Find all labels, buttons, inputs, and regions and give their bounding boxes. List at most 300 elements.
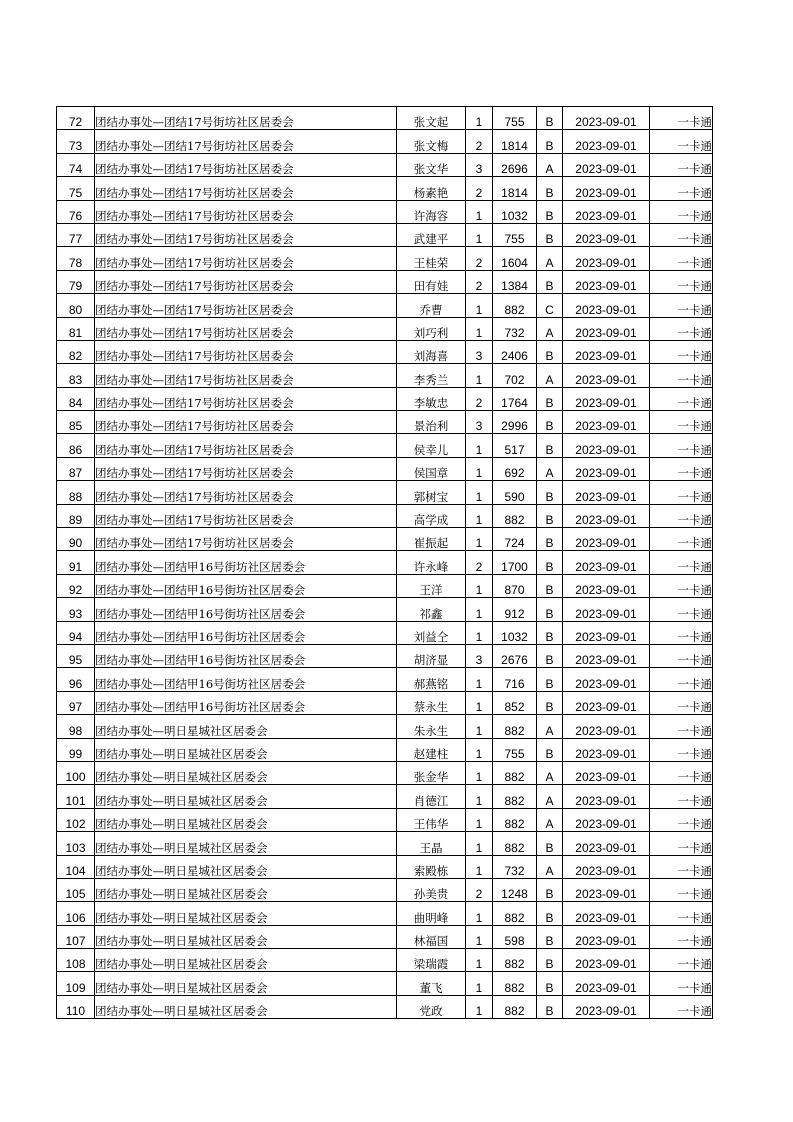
- date-cell: 2023-09-01: [563, 761, 650, 784]
- table-row: [57, 130, 713, 153]
- date-cell: 2023-09-01: [563, 738, 650, 761]
- unit-name-cell: 团结办事处—团结17号街坊社区居委会: [95, 200, 397, 223]
- payment-method-cell: 一卡通: [650, 925, 713, 948]
- date-cell: 2023-09-01: [563, 387, 650, 410]
- amount-cell: 1604: [493, 247, 537, 270]
- payment-method-cell: 一卡通: [650, 317, 713, 340]
- payment-method-cell: 一卡通: [650, 411, 713, 434]
- grade-cell: A: [537, 247, 563, 270]
- household-count-cell: 3: [466, 153, 493, 176]
- payment-method-cell: 一卡通: [650, 855, 713, 878]
- payment-method-cell: 一卡通: [650, 270, 713, 293]
- date-cell: 2023-09-01: [563, 270, 650, 293]
- table-row: [57, 551, 713, 574]
- grade-cell: B: [537, 925, 563, 948]
- person-name-cell: 党政: [397, 995, 466, 1018]
- household-count-cell: 1: [466, 785, 493, 808]
- grade-cell: B: [537, 668, 563, 691]
- unit-name-cell: 团结办事处—明日星城社区居委会: [95, 878, 397, 901]
- person-name-cell: 索殿栋: [397, 855, 466, 878]
- payment-method-cell: 一卡通: [650, 457, 713, 480]
- payment-method-cell: 一卡通: [650, 691, 713, 714]
- amount-cell: 732: [493, 317, 537, 340]
- unit-name-cell: 团结办事处—明日星城社区居委会: [95, 995, 397, 1018]
- date-cell: 2023-09-01: [563, 832, 650, 855]
- grade-cell: B: [537, 107, 563, 130]
- grade-cell: B: [537, 223, 563, 246]
- unit-name-cell: 团结办事处—团结17号街坊社区居委会: [95, 317, 397, 340]
- date-cell: 2023-09-01: [563, 925, 650, 948]
- table-row: [57, 387, 713, 410]
- row-number-cell: 96: [57, 668, 95, 691]
- household-count-cell: 1: [466, 949, 493, 972]
- row-number-cell: 72: [57, 107, 95, 130]
- unit-name-cell: 团结办事处—团结17号街坊社区居委会: [95, 387, 397, 410]
- unit-name-cell: 团结办事处—明日星城社区居委会: [95, 902, 397, 925]
- grade-cell: C: [537, 294, 563, 317]
- person-name-cell: 曲明峰: [397, 902, 466, 925]
- person-name-cell: 祁鑫: [397, 598, 466, 621]
- row-number-cell: 106: [57, 902, 95, 925]
- amount-cell: 882: [493, 995, 537, 1018]
- household-count-cell: 2: [466, 551, 493, 574]
- table-row: [57, 177, 713, 200]
- grade-cell: B: [537, 621, 563, 644]
- unit-name-cell: 团结办事处—团结甲16号街坊社区居委会: [95, 574, 397, 597]
- amount-cell: 882: [493, 832, 537, 855]
- date-cell: 2023-09-01: [563, 200, 650, 223]
- person-name-cell: 郭树宝: [397, 481, 466, 504]
- table-row: [57, 200, 713, 223]
- amount-cell: 1032: [493, 621, 537, 644]
- person-name-cell: 林福国: [397, 925, 466, 948]
- payment-method-cell: 一卡通: [650, 949, 713, 972]
- amount-cell: 852: [493, 691, 537, 714]
- table-row: [57, 738, 713, 761]
- grade-cell: B: [537, 177, 563, 200]
- row-number-cell: 79: [57, 270, 95, 293]
- payment-method-cell: 一卡通: [650, 761, 713, 784]
- row-number-cell: 77: [57, 223, 95, 246]
- person-name-cell: 董飞: [397, 972, 466, 995]
- table-row: [57, 434, 713, 457]
- person-name-cell: 杨素艳: [397, 177, 466, 200]
- unit-name-cell: 团结办事处—团结17号街坊社区居委会: [95, 481, 397, 504]
- amount-cell: 1814: [493, 177, 537, 200]
- payment-method-cell: 一卡通: [650, 598, 713, 621]
- unit-name-cell: 团结办事处—团结甲16号街坊社区居委会: [95, 644, 397, 667]
- person-name-cell: 田有娃: [397, 270, 466, 293]
- grade-cell: B: [537, 832, 563, 855]
- unit-name-cell: 团结办事处—明日星城社区居委会: [95, 832, 397, 855]
- payment-method-cell: 一卡通: [650, 340, 713, 363]
- date-cell: 2023-09-01: [563, 902, 650, 925]
- amount-cell: 2996: [493, 411, 537, 434]
- unit-name-cell: 团结办事处—团结17号街坊社区居委会: [95, 270, 397, 293]
- date-cell: 2023-09-01: [563, 223, 650, 246]
- row-number-cell: 90: [57, 528, 95, 551]
- table-row: [57, 832, 713, 855]
- table-row: [57, 995, 713, 1018]
- payment-method-cell: 一卡通: [650, 832, 713, 855]
- row-number-cell: 82: [57, 340, 95, 363]
- household-count-cell: 1: [466, 668, 493, 691]
- household-count-cell: 1: [466, 481, 493, 504]
- person-name-cell: 赵建柱: [397, 738, 466, 761]
- person-name-cell: 侯国章: [397, 457, 466, 480]
- amount-cell: 2696: [493, 153, 537, 176]
- table-row: [57, 808, 713, 831]
- date-cell: 2023-09-01: [563, 668, 650, 691]
- date-cell: 2023-09-01: [563, 481, 650, 504]
- amount-cell: 882: [493, 949, 537, 972]
- household-count-cell: 2: [466, 387, 493, 410]
- unit-name-cell: 团结办事处—团结17号街坊社区居委会: [95, 528, 397, 551]
- grade-cell: A: [537, 785, 563, 808]
- amount-cell: 882: [493, 972, 537, 995]
- household-count-cell: 2: [466, 270, 493, 293]
- date-cell: 2023-09-01: [563, 528, 650, 551]
- person-name-cell: 李敏忠: [397, 387, 466, 410]
- unit-name-cell: 团结办事处—团结17号街坊社区居委会: [95, 434, 397, 457]
- payment-method-cell: 一卡通: [650, 785, 713, 808]
- payment-method-cell: 一卡通: [650, 294, 713, 317]
- table-row: [57, 691, 713, 714]
- row-number-cell: 97: [57, 691, 95, 714]
- payment-method-cell: 一卡通: [650, 621, 713, 644]
- date-cell: 2023-09-01: [563, 177, 650, 200]
- table-row: [57, 528, 713, 551]
- household-count-cell: 1: [466, 738, 493, 761]
- payment-method-cell: 一卡通: [650, 715, 713, 738]
- person-name-cell: 崔振起: [397, 528, 466, 551]
- amount-cell: 1032: [493, 200, 537, 223]
- household-count-cell: 2: [466, 878, 493, 901]
- table-row: [57, 153, 713, 176]
- payment-method-cell: 一卡通: [650, 387, 713, 410]
- household-count-cell: 1: [466, 223, 493, 246]
- unit-name-cell: 团结办事处—明日星城社区居委会: [95, 761, 397, 784]
- household-count-cell: 1: [466, 200, 493, 223]
- grade-cell: B: [537, 340, 563, 363]
- grade-cell: B: [537, 528, 563, 551]
- payment-method-cell: 一卡通: [650, 247, 713, 270]
- grade-cell: B: [537, 387, 563, 410]
- row-number-cell: 108: [57, 949, 95, 972]
- date-cell: 2023-09-01: [563, 995, 650, 1018]
- payment-method-cell: 一卡通: [650, 902, 713, 925]
- amount-cell: 1248: [493, 878, 537, 901]
- grade-cell: A: [537, 855, 563, 878]
- grade-cell: B: [537, 878, 563, 901]
- row-number-cell: 94: [57, 621, 95, 644]
- row-number-cell: 73: [57, 130, 95, 153]
- amount-cell: 1814: [493, 130, 537, 153]
- person-name-cell: 张文华: [397, 153, 466, 176]
- unit-name-cell: 团结办事处—明日星城社区居委会: [95, 715, 397, 738]
- person-name-cell: 刘海喜: [397, 340, 466, 363]
- table-row: [57, 878, 713, 901]
- payment-method-cell: 一卡通: [650, 481, 713, 504]
- row-number-cell: 104: [57, 855, 95, 878]
- table-row: [57, 223, 713, 246]
- amount-cell: 882: [493, 785, 537, 808]
- table-row: [57, 598, 713, 621]
- household-count-cell: 1: [466, 504, 493, 527]
- household-count-cell: 1: [466, 598, 493, 621]
- person-name-cell: 许海容: [397, 200, 466, 223]
- row-number-cell: 83: [57, 364, 95, 387]
- payment-method-cell: 一卡通: [650, 644, 713, 667]
- date-cell: 2023-09-01: [563, 785, 650, 808]
- row-number-cell: 84: [57, 387, 95, 410]
- payment-method-cell: 一卡通: [650, 808, 713, 831]
- amount-cell: 882: [493, 808, 537, 831]
- household-count-cell: 2: [466, 177, 493, 200]
- payment-method-cell: 一卡通: [650, 223, 713, 246]
- person-name-cell: 刘巧利: [397, 317, 466, 340]
- household-count-cell: 1: [466, 434, 493, 457]
- table-row: [57, 621, 713, 644]
- table-row: [57, 902, 713, 925]
- payment-method-cell: 一卡通: [650, 551, 713, 574]
- grade-cell: B: [537, 691, 563, 714]
- row-number-cell: 98: [57, 715, 95, 738]
- row-number-cell: 78: [57, 247, 95, 270]
- date-cell: 2023-09-01: [563, 621, 650, 644]
- row-number-cell: 87: [57, 457, 95, 480]
- unit-name-cell: 团结办事处—明日星城社区居委会: [95, 855, 397, 878]
- unit-name-cell: 团结办事处—团结甲16号街坊社区居委会: [95, 551, 397, 574]
- person-name-cell: 景治利: [397, 411, 466, 434]
- person-name-cell: 张文起: [397, 107, 466, 130]
- table-row: [57, 457, 713, 480]
- household-count-cell: 3: [466, 411, 493, 434]
- amount-cell: 716: [493, 668, 537, 691]
- person-name-cell: 蔡永生: [397, 691, 466, 714]
- unit-name-cell: 团结办事处—团结17号街坊社区居委会: [95, 411, 397, 434]
- household-count-cell: 2: [466, 247, 493, 270]
- household-count-cell: 1: [466, 902, 493, 925]
- grade-cell: B: [537, 972, 563, 995]
- household-count-cell: 1: [466, 457, 493, 480]
- amount-cell: 2676: [493, 644, 537, 667]
- date-cell: 2023-09-01: [563, 644, 650, 667]
- unit-name-cell: 团结办事处—团结17号街坊社区居委会: [95, 457, 397, 480]
- unit-name-cell: 团结办事处—团结17号街坊社区居委会: [95, 130, 397, 153]
- unit-name-cell: 团结办事处—团结17号街坊社区居委会: [95, 223, 397, 246]
- date-cell: 2023-09-01: [563, 153, 650, 176]
- payment-method-cell: 一卡通: [650, 153, 713, 176]
- row-number-cell: 107: [57, 925, 95, 948]
- row-number-cell: 88: [57, 481, 95, 504]
- grade-cell: B: [537, 504, 563, 527]
- grade-cell: A: [537, 317, 563, 340]
- grade-cell: A: [537, 808, 563, 831]
- amount-cell: 692: [493, 457, 537, 480]
- amount-cell: 590: [493, 481, 537, 504]
- date-cell: 2023-09-01: [563, 247, 650, 270]
- payment-method-cell: 一卡通: [650, 972, 713, 995]
- person-name-cell: 王晶: [397, 832, 466, 855]
- grade-cell: B: [537, 738, 563, 761]
- row-number-cell: 85: [57, 411, 95, 434]
- household-count-cell: 1: [466, 761, 493, 784]
- row-number-cell: 91: [57, 551, 95, 574]
- payment-method-cell: 一卡通: [650, 668, 713, 691]
- row-number-cell: 75: [57, 177, 95, 200]
- roster-body: [57, 107, 713, 1019]
- row-number-cell: 105: [57, 878, 95, 901]
- table-row: [57, 317, 713, 340]
- person-name-cell: 许永峰: [397, 551, 466, 574]
- person-name-cell: 王桂荣: [397, 247, 466, 270]
- unit-name-cell: 团结办事处—明日星城社区居委会: [95, 925, 397, 948]
- amount-cell: 702: [493, 364, 537, 387]
- household-count-cell: 1: [466, 995, 493, 1018]
- person-name-cell: 侯幸儿: [397, 434, 466, 457]
- household-count-cell: 1: [466, 855, 493, 878]
- row-number-cell: 110: [57, 995, 95, 1018]
- date-cell: 2023-09-01: [563, 340, 650, 363]
- amount-cell: 882: [493, 761, 537, 784]
- date-cell: 2023-09-01: [563, 715, 650, 738]
- grade-cell: B: [537, 574, 563, 597]
- grade-cell: A: [537, 153, 563, 176]
- grade-cell: B: [537, 200, 563, 223]
- date-cell: 2023-09-01: [563, 855, 650, 878]
- person-name-cell: 武建平: [397, 223, 466, 246]
- table-row: [57, 247, 713, 270]
- table-row: [57, 411, 713, 434]
- household-count-cell: 1: [466, 528, 493, 551]
- date-cell: 2023-09-01: [563, 411, 650, 434]
- table-row: [57, 925, 713, 948]
- date-cell: 2023-09-01: [563, 434, 650, 457]
- unit-name-cell: 团结办事处—明日星城社区居委会: [95, 972, 397, 995]
- table-row: [57, 785, 713, 808]
- amount-cell: 598: [493, 925, 537, 948]
- person-name-cell: 张文梅: [397, 130, 466, 153]
- grade-cell: A: [537, 364, 563, 387]
- unit-name-cell: 团结办事处—团结甲16号街坊社区居委会: [95, 621, 397, 644]
- payment-method-cell: 一卡通: [650, 995, 713, 1018]
- amount-cell: 1764: [493, 387, 537, 410]
- household-count-cell: 1: [466, 691, 493, 714]
- grade-cell: B: [537, 995, 563, 1018]
- grade-cell: A: [537, 761, 563, 784]
- person-name-cell: 高学成: [397, 504, 466, 527]
- household-count-cell: 1: [466, 972, 493, 995]
- amount-cell: 912: [493, 598, 537, 621]
- table-row: [57, 644, 713, 667]
- table-row: [57, 855, 713, 878]
- payment-method-cell: 一卡通: [650, 738, 713, 761]
- date-cell: 2023-09-01: [563, 294, 650, 317]
- date-cell: 2023-09-01: [563, 130, 650, 153]
- date-cell: 2023-09-01: [563, 457, 650, 480]
- unit-name-cell: 团结办事处—明日星城社区居委会: [95, 785, 397, 808]
- payment-method-cell: 一卡通: [650, 574, 713, 597]
- amount-cell: 517: [493, 434, 537, 457]
- date-cell: 2023-09-01: [563, 878, 650, 901]
- row-number-cell: 76: [57, 200, 95, 223]
- grade-cell: B: [537, 411, 563, 434]
- amount-cell: 870: [493, 574, 537, 597]
- grade-cell: B: [537, 130, 563, 153]
- household-count-cell: 2: [466, 130, 493, 153]
- grade-cell: B: [537, 644, 563, 667]
- payment-method-cell: 一卡通: [650, 528, 713, 551]
- household-count-cell: 1: [466, 715, 493, 738]
- table-row: [57, 270, 713, 293]
- row-number-cell: 102: [57, 808, 95, 831]
- grade-cell: B: [537, 598, 563, 621]
- unit-name-cell: 团结办事处—明日星城社区居委会: [95, 808, 397, 831]
- household-count-cell: 1: [466, 364, 493, 387]
- date-cell: 2023-09-01: [563, 949, 650, 972]
- person-name-cell: 郝燕铭: [397, 668, 466, 691]
- table-row: [57, 715, 713, 738]
- table-row: [57, 107, 713, 130]
- date-cell: 2023-09-01: [563, 551, 650, 574]
- unit-name-cell: 团结办事处—明日星城社区居委会: [95, 738, 397, 761]
- amount-cell: 882: [493, 902, 537, 925]
- person-name-cell: 胡济显: [397, 644, 466, 667]
- unit-name-cell: 团结办事处—团结17号街坊社区居委会: [95, 340, 397, 363]
- amount-cell: 724: [493, 528, 537, 551]
- unit-name-cell: 团结办事处—团结甲16号街坊社区居委会: [95, 668, 397, 691]
- grade-cell: B: [537, 902, 563, 925]
- table-row: [57, 574, 713, 597]
- row-number-cell: 92: [57, 574, 95, 597]
- person-name-cell: 李秀兰: [397, 364, 466, 387]
- payment-method-cell: 一卡通: [650, 364, 713, 387]
- table-row: [57, 481, 713, 504]
- person-name-cell: 肖德江: [397, 785, 466, 808]
- person-name-cell: 王伟华: [397, 808, 466, 831]
- date-cell: 2023-09-01: [563, 107, 650, 130]
- household-count-cell: 1: [466, 574, 493, 597]
- unit-name-cell: 团结办事处—团结甲16号街坊社区居委会: [95, 691, 397, 714]
- date-cell: 2023-09-01: [563, 691, 650, 714]
- unit-name-cell: 团结办事处—团结17号街坊社区居委会: [95, 504, 397, 527]
- household-count-cell: 3: [466, 340, 493, 363]
- amount-cell: 755: [493, 107, 537, 130]
- unit-name-cell: 团结办事处—团结17号街坊社区居委会: [95, 153, 397, 176]
- row-number-cell: 86: [57, 434, 95, 457]
- unit-name-cell: 团结办事处—团结17号街坊社区居委会: [95, 294, 397, 317]
- date-cell: 2023-09-01: [563, 972, 650, 995]
- date-cell: 2023-09-01: [563, 598, 650, 621]
- table-row: [57, 504, 713, 527]
- grade-cell: B: [537, 481, 563, 504]
- payment-method-cell: 一卡通: [650, 177, 713, 200]
- row-number-cell: 74: [57, 153, 95, 176]
- roster-table: [56, 106, 713, 1019]
- amount-cell: 882: [493, 294, 537, 317]
- amount-cell: 882: [493, 715, 537, 738]
- unit-name-cell: 团结办事处—团结17号街坊社区居委会: [95, 364, 397, 387]
- amount-cell: 2406: [493, 340, 537, 363]
- person-name-cell: 朱永生: [397, 715, 466, 738]
- row-number-cell: 89: [57, 504, 95, 527]
- person-name-cell: 张金华: [397, 761, 466, 784]
- table-row: [57, 668, 713, 691]
- person-name-cell: 王洋: [397, 574, 466, 597]
- row-number-cell: 100: [57, 761, 95, 784]
- amount-cell: 755: [493, 738, 537, 761]
